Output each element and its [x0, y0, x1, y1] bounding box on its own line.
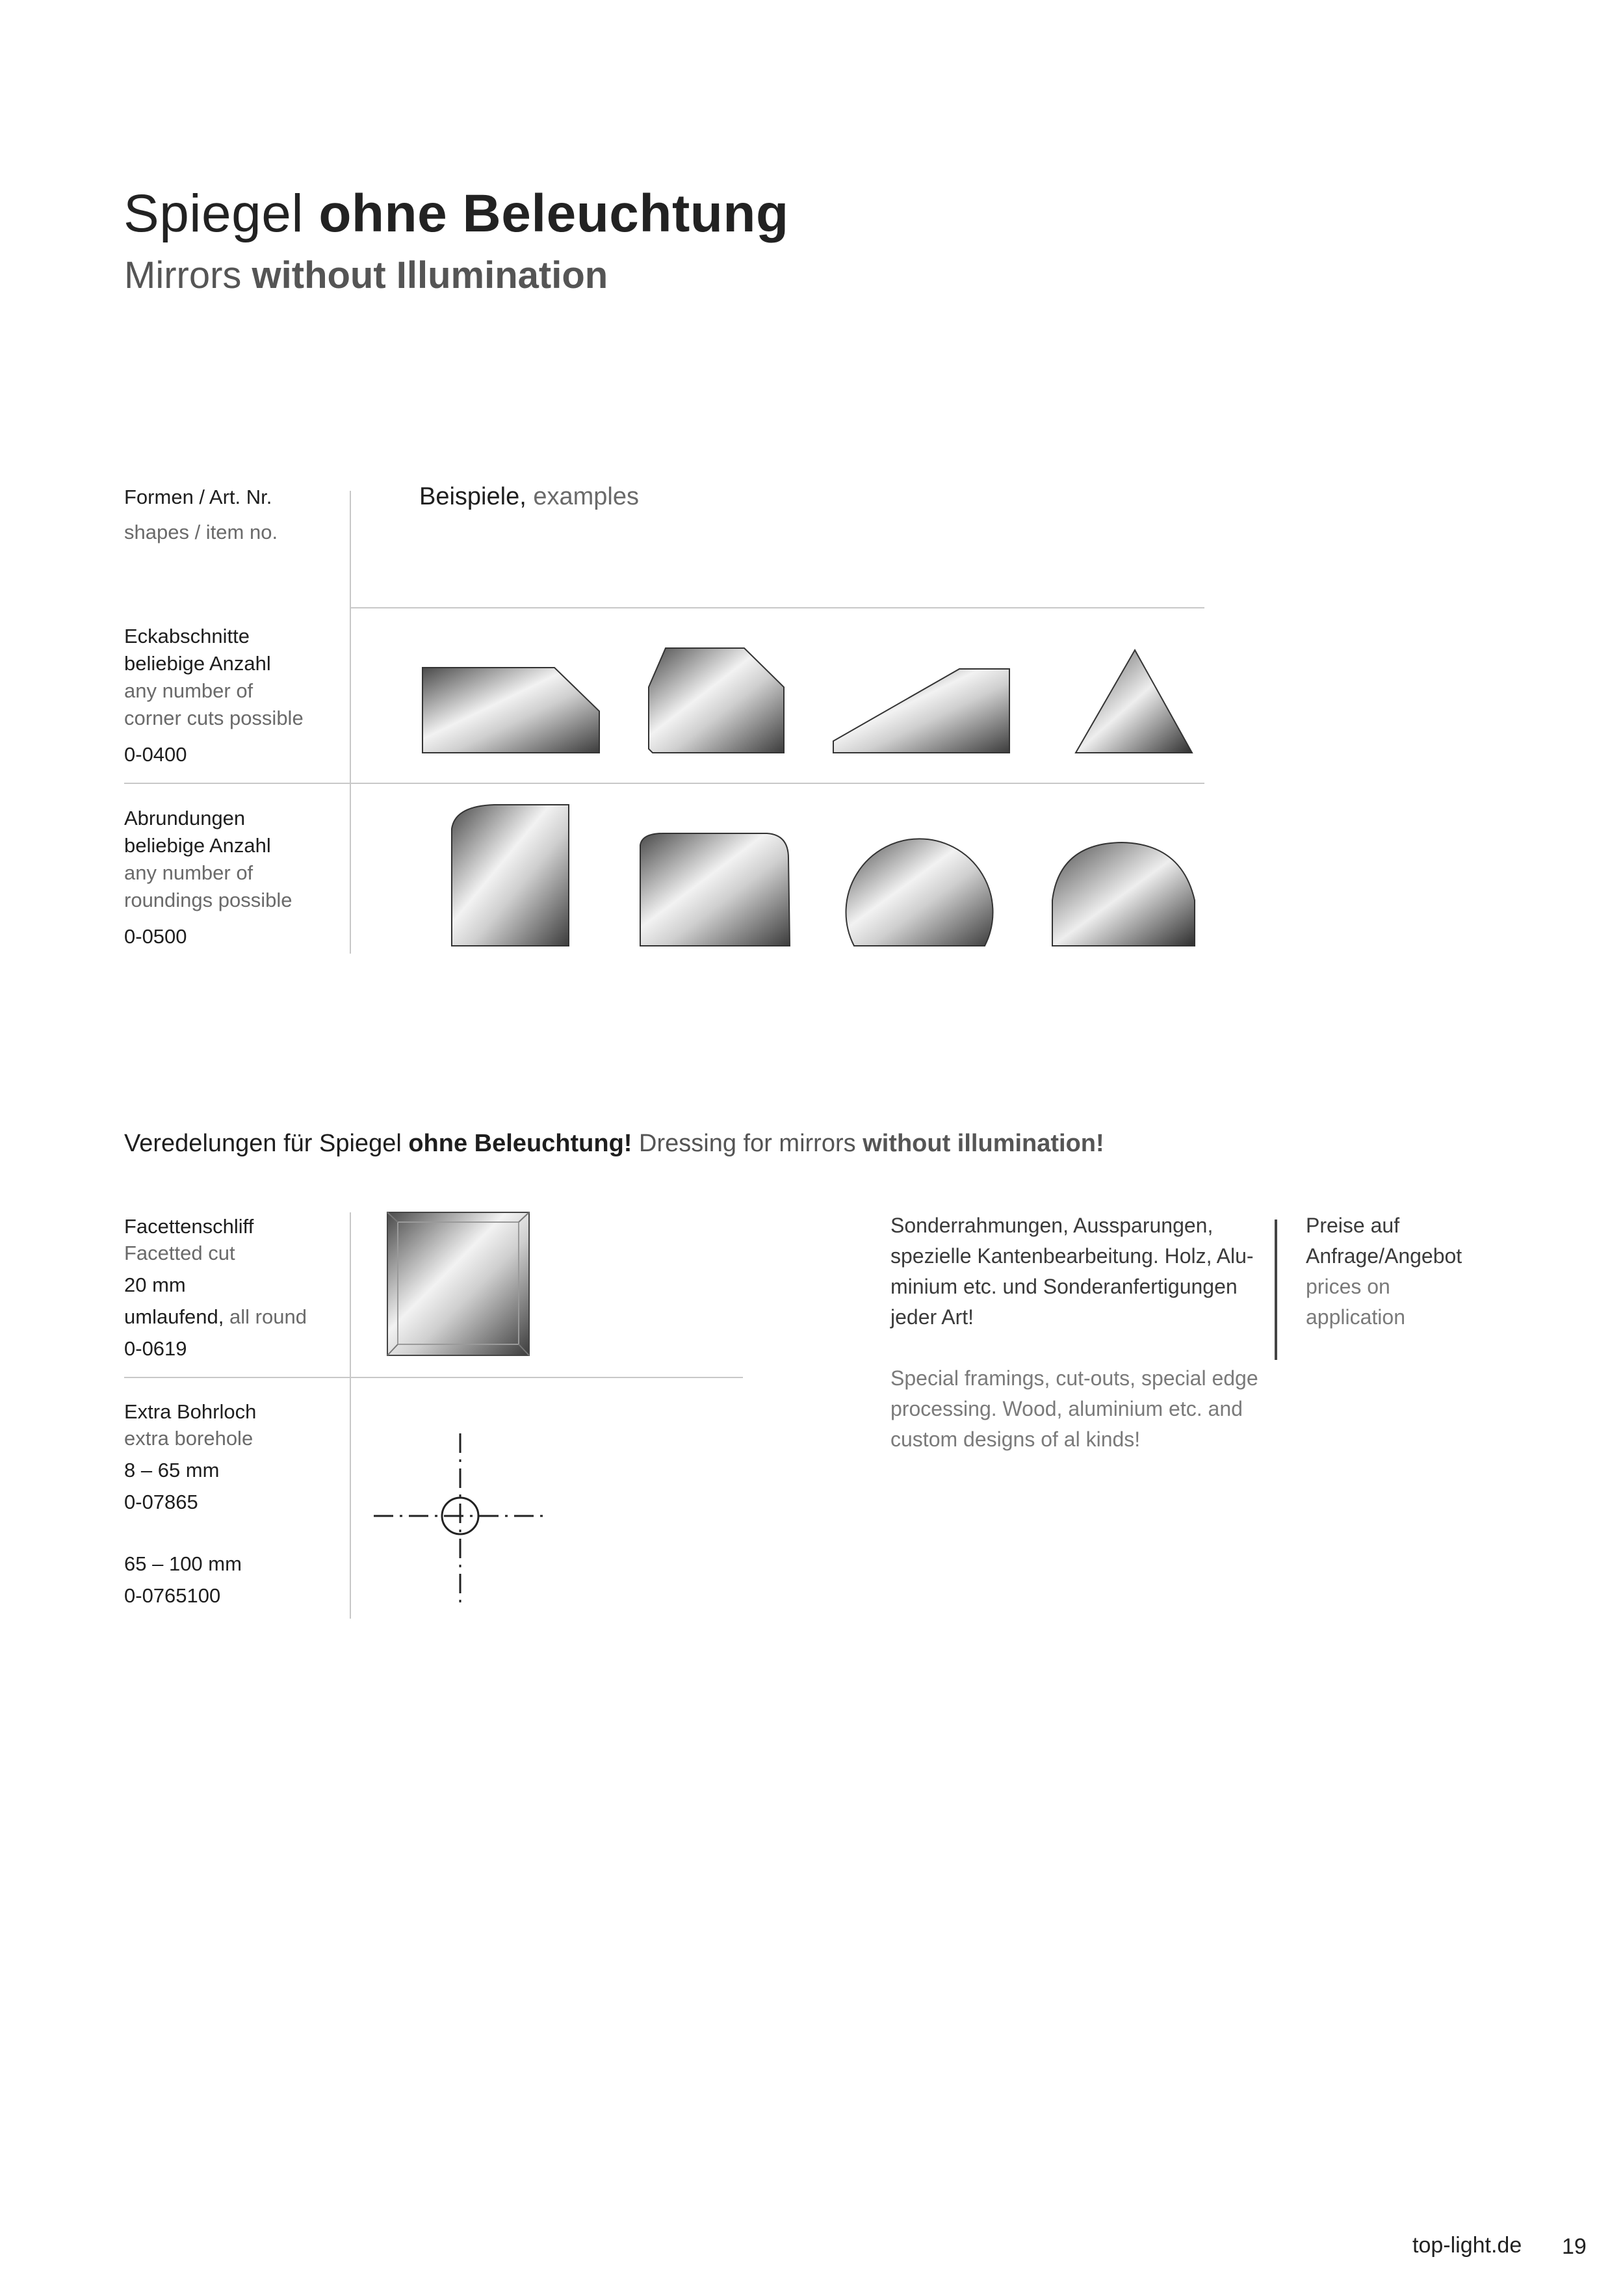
item-number: 0-0765100: [124, 1584, 221, 1607]
shape-corner-cut-4: [1076, 650, 1192, 753]
dressing-heading: Veredelungen für Spiegel ohne Beleuchtung! Dressing for mirrors without illumination!: [124, 1130, 1104, 1157]
shape-facet-cut: [387, 1212, 529, 1355]
price-divider: [1275, 1220, 1277, 1360]
item-number: 0-07865: [124, 1491, 198, 1513]
price-info: Preise auf Anfrage/Angebot prices on application: [1306, 1214, 1462, 1329]
page-subtitle: Mirrors without Illumination: [124, 254, 608, 296]
shape-rounding-2: [640, 833, 790, 946]
dressing-divider-vertical: [350, 1212, 351, 1619]
special-designs-de: Sonderrahmungen, Aussparungen, spezielle Kantenbearbeitung. Holz, Alu- minium etc. und Sonderanfertigungen jeder Art!: [890, 1214, 1254, 1329]
shape-rounding-1: [452, 805, 569, 946]
page-number: 19: [1562, 2234, 1587, 2259]
shape-corner-cut-2: [649, 648, 784, 753]
page-title: Spiegel ohne Beleuchtung: [123, 184, 789, 243]
item-number: 0-0500: [124, 925, 187, 948]
row-roundings-label: Abrundungen beliebige Anzahl any number of roundings possible 0-0500: [124, 805, 292, 950]
shape-rounding-3: [846, 839, 993, 946]
dressing-divider-horizontal: [124, 1377, 743, 1378]
shape-corner-cut-1: [422, 668, 599, 753]
facet-cut-label: Facettenschliff Facetted cut 20 mm umlaufend, all round 0-0619: [124, 1210, 307, 1364]
borehole-label: Extra Bohrloch extra borehole 8 – 65 mm 0-07865 65 – 100 mm 0-0765100: [124, 1396, 256, 1611]
row-corner-cuts-label: Eckabschnitte beliebige Anzahl any number of corner cuts possible 0-0400: [124, 623, 304, 768]
shape-corner-cut-3: [833, 669, 1009, 753]
item-number: 0-0400: [124, 743, 187, 766]
footer-website[interactable]: top-light.de: [1412, 2233, 1522, 2258]
item-number: 0-0619: [124, 1337, 187, 1360]
table-header-examples: Beispiele, examples: [419, 483, 639, 510]
special-designs-en: Special framings, cut-outs, special edge processing. Wood, aluminium etc. and custom designs of al kinds!: [890, 1366, 1258, 1451]
table-header-shapes: Formen / Art. Nr. shapes / item no.: [124, 486, 278, 543]
shape-rounding-4: [1052, 842, 1195, 946]
borehole-icon: [374, 1433, 545, 1602]
